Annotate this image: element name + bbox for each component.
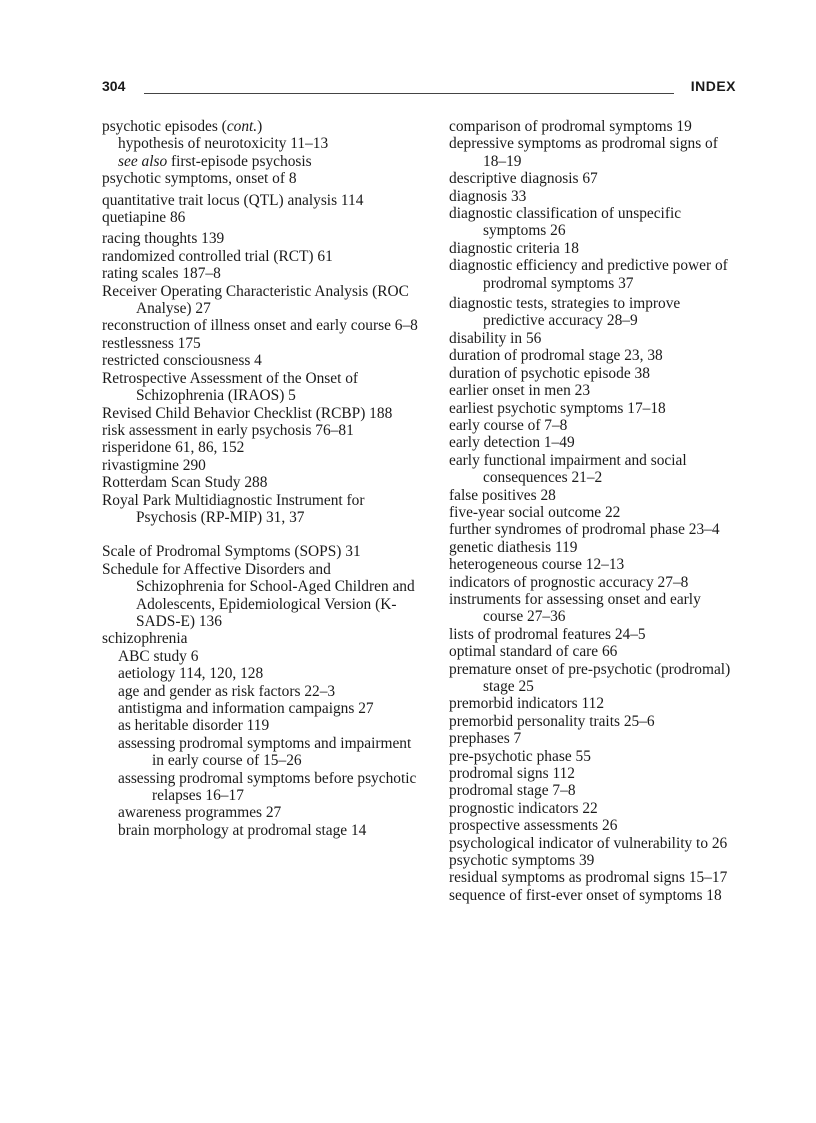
entry-text: restricted consciousness 4 — [102, 352, 262, 370]
index-entry — [449, 835, 739, 852]
entry-text: Scale of Prodromal Symptoms (SOPS) 31 — [102, 543, 361, 561]
index-subentry — [102, 683, 422, 700]
entry-text: risperidone 61, 86, 152 — [102, 439, 245, 457]
index-entry — [449, 170, 739, 187]
index-entry — [449, 695, 739, 712]
entry-text: quetiapine 86 — [102, 209, 186, 227]
index-entry — [449, 188, 739, 205]
index-entry — [102, 118, 422, 135]
index-subentry — [102, 648, 422, 665]
index-entry — [449, 626, 739, 643]
header-rule — [144, 93, 674, 94]
index-entry — [449, 713, 739, 730]
index-entry — [449, 591, 739, 626]
entry-text: Retrospective Assessment of the Onset of Schizophrenia (IRAOS) 5 — [102, 369, 359, 405]
entry-text: duration of prodromal stage 23, 38 — [449, 347, 663, 365]
index-entry — [449, 521, 739, 538]
index-entry — [449, 487, 739, 504]
entry-text: early detection 1–49 — [449, 434, 575, 452]
index-entry — [449, 869, 739, 886]
index-entry — [449, 539, 739, 556]
index-column-right — [449, 118, 739, 904]
entry-text: psychotic episodes ( — [102, 118, 227, 135]
index-entry — [449, 434, 739, 451]
index-entry — [102, 439, 422, 456]
entry-text: as heritable disorder 119 — [118, 717, 270, 735]
index-entry — [449, 765, 739, 782]
entry-text: optimal standard of care 66 — [449, 643, 618, 661]
entry-text: restlessness 175 — [102, 334, 201, 352]
entry-text: descriptive diagnosis 67 — [449, 170, 598, 188]
entry-text: premature onset of pre-psychotic (prodromal) stage 25 — [449, 660, 731, 695]
entry-text: prodromal stage 7–8 — [449, 782, 576, 800]
index-entry — [102, 405, 422, 422]
entry-text: further syndromes of prodromal phase 23–4 — [449, 521, 720, 539]
page-number: 304 — [102, 78, 126, 94]
entry-text: rating scales 187–8 — [102, 265, 221, 283]
entry-text: pre-psychotic phase 55 — [449, 747, 591, 765]
index-entry — [449, 347, 739, 364]
entry-italic-text: cont. — [226, 118, 258, 135]
index-entry — [102, 230, 422, 247]
entry-text: depressive symptoms as prodromal signs of 18–19 — [449, 135, 718, 170]
section-title: INDEX — [690, 78, 736, 94]
index-entry — [449, 887, 739, 904]
entry-text: reconstruction of illness onset and early course 6–8 — [102, 317, 418, 335]
entry-text: risk assessment in early psychosis 76–81 — [102, 421, 354, 439]
entry-text: Royal Park Multidiagnostic Instrument for Psychosis (RP-MIP) 31, 37 — [102, 491, 365, 526]
index-entry — [102, 335, 422, 352]
entry-text: diagnostic classification of unspecific symptoms 26 — [449, 205, 682, 240]
index-entry — [102, 192, 422, 209]
index-entry — [449, 782, 739, 799]
entry-text: Receiver Operating Characteristic Analysis (ROC Analyse) 27 — [102, 282, 409, 318]
index-entry — [102, 370, 422, 405]
entry-text: rivastigmine 290 — [102, 456, 206, 474]
index-subentry — [102, 822, 422, 839]
entry-text: aetiology 114, 120, 128 — [118, 665, 264, 683]
index-entry — [449, 257, 739, 292]
entry-text: diagnostic tests, strategies to improve predictive accuracy 28–9 — [449, 295, 681, 330]
index-subentry — [102, 770, 422, 805]
entry-text: awareness programmes 27 — [118, 804, 282, 822]
entry-text: randomized controlled trial (RCT) 61 — [102, 247, 333, 265]
index-entry — [449, 135, 739, 170]
index-subentry — [102, 700, 422, 717]
entry-text: brain morphology at prodromal stage 14 — [118, 821, 367, 839]
index-entry — [102, 474, 422, 491]
entry-text: genetic diathesis 119 — [449, 538, 578, 556]
entry-text: comparison of prodromal symptoms 19 — [449, 118, 692, 135]
entry-text: earliest psychotic symptoms 17–18 — [449, 399, 666, 417]
entry-text: instruments for assessing onset and early course 27–36 — [449, 590, 701, 626]
index-entry — [102, 457, 422, 474]
entry-text: psychotic symptoms 39 — [449, 852, 595, 870]
index-entry — [102, 492, 422, 527]
entry-text: hypothesis of neurotoxicity 11–13 — [118, 135, 329, 153]
running-header — [102, 78, 736, 100]
entry-text: early course of 7–8 — [449, 416, 568, 434]
index-entry — [449, 417, 739, 434]
entry-text: Rotterdam Scan Study 288 — [102, 474, 268, 492]
index-entry — [449, 852, 739, 869]
index-entry — [449, 730, 739, 747]
entry-text: antistigma and information campaigns 27 — [118, 700, 374, 717]
index-entry — [102, 561, 422, 631]
index-entry — [102, 317, 422, 334]
index-entry — [449, 817, 739, 834]
entry-text: early functional impairment and social consequences 21–2 — [449, 451, 687, 487]
entry-text: prephases 7 — [449, 730, 522, 748]
index-entry — [449, 800, 739, 817]
index-entry — [102, 283, 422, 318]
entry-text: sequence of first-ever onset of symptoms 18 — [449, 886, 722, 904]
index-entry — [449, 748, 739, 765]
entry-text: quantitative trait locus (QTL) analysis 114 — [102, 191, 364, 209]
entry-italic-text: see also — [118, 152, 168, 170]
index-entry — [449, 365, 739, 382]
index-entry — [449, 330, 739, 347]
entry-text: ABC study 6 — [118, 647, 199, 665]
index-entry — [102, 248, 422, 265]
entry-text: false positives 28 — [449, 486, 556, 504]
entry-text: premorbid indicators 112 — [449, 695, 605, 713]
entry-text: indicators of prognostic accuracy 27–8 — [449, 573, 689, 591]
entry-text: schizophrenia — [102, 630, 188, 648]
entry-text: assessing prodromal symptoms before psychotic relapses 16–17 — [118, 769, 417, 805]
index-entry — [449, 556, 739, 573]
entry-text: residual symptoms as prodromal signs 15–17 — [449, 869, 728, 887]
entry-text: psychological indicator of vulnerability to 26 — [449, 834, 728, 852]
index-entry — [102, 630, 422, 647]
index-entry — [102, 352, 422, 369]
entry-text: prospective assessments 26 — [449, 817, 618, 835]
index-entry — [102, 170, 422, 187]
index-entry — [102, 265, 422, 282]
entry-text: diagnostic efficiency and predictive power of prodromal symptoms 37 — [449, 257, 728, 292]
entry-text: heterogeneous course 12–13 — [449, 556, 625, 574]
index-gap — [102, 526, 422, 543]
index-entry — [449, 452, 739, 487]
entry-text: diagnosis 33 — [449, 187, 527, 205]
index-entry — [449, 205, 739, 240]
entry-text: ) — [257, 118, 263, 135]
entry-text: Revised Child Behavior Checklist (RCBP) 188 — [102, 404, 393, 422]
entry-text: prodromal signs 112 — [449, 765, 575, 783]
index-entry — [449, 643, 739, 660]
index-subentry — [102, 717, 422, 734]
entry-text: first-episode psychosis — [167, 152, 312, 170]
entry-text: disability in 56 — [449, 329, 542, 347]
entry-text: premorbid personality traits 25–6 — [449, 712, 655, 730]
entry-text: lists of prodromal features 24–5 — [449, 625, 646, 643]
index-subentry — [102, 804, 422, 821]
index-column-left — [102, 118, 422, 839]
entry-text: age and gender as risk factors 22–3 — [118, 682, 336, 700]
entry-text: psychotic symptoms, onset of 8 — [102, 170, 297, 188]
index-entry — [102, 543, 422, 560]
entry-text: earlier onset in men 23 — [449, 382, 591, 400]
index-entry — [449, 118, 739, 135]
entry-text: five-year social outcome 22 — [449, 503, 621, 521]
entry-text: assessing prodromal symptoms and impairment in early course of 15–26 — [118, 734, 412, 770]
entry-text: racing thoughts 139 — [102, 230, 225, 248]
entry-text: duration of psychotic episode 38 — [449, 364, 650, 382]
index-entry — [102, 209, 422, 226]
entry-text: prognostic indicators 22 — [449, 799, 598, 817]
index-entry — [102, 422, 422, 439]
index-entry — [449, 504, 739, 521]
index-subentry — [102, 153, 422, 170]
index-subentry — [102, 135, 422, 152]
index-entry — [449, 661, 739, 696]
entry-text: diagnostic criteria 18 — [449, 239, 579, 257]
index-entry — [449, 240, 739, 257]
index-subentry — [102, 735, 422, 770]
index-entry — [449, 295, 739, 330]
index-entry — [449, 574, 739, 591]
entry-text: Schedule for Affective Disorders and Schizophrenia for School-Aged Children and Adolescents, Epidemiological Version (K-SADS-E) 136 — [102, 560, 415, 630]
index-entry — [449, 382, 739, 399]
index-entry — [449, 400, 739, 417]
index-subentry — [102, 665, 422, 682]
